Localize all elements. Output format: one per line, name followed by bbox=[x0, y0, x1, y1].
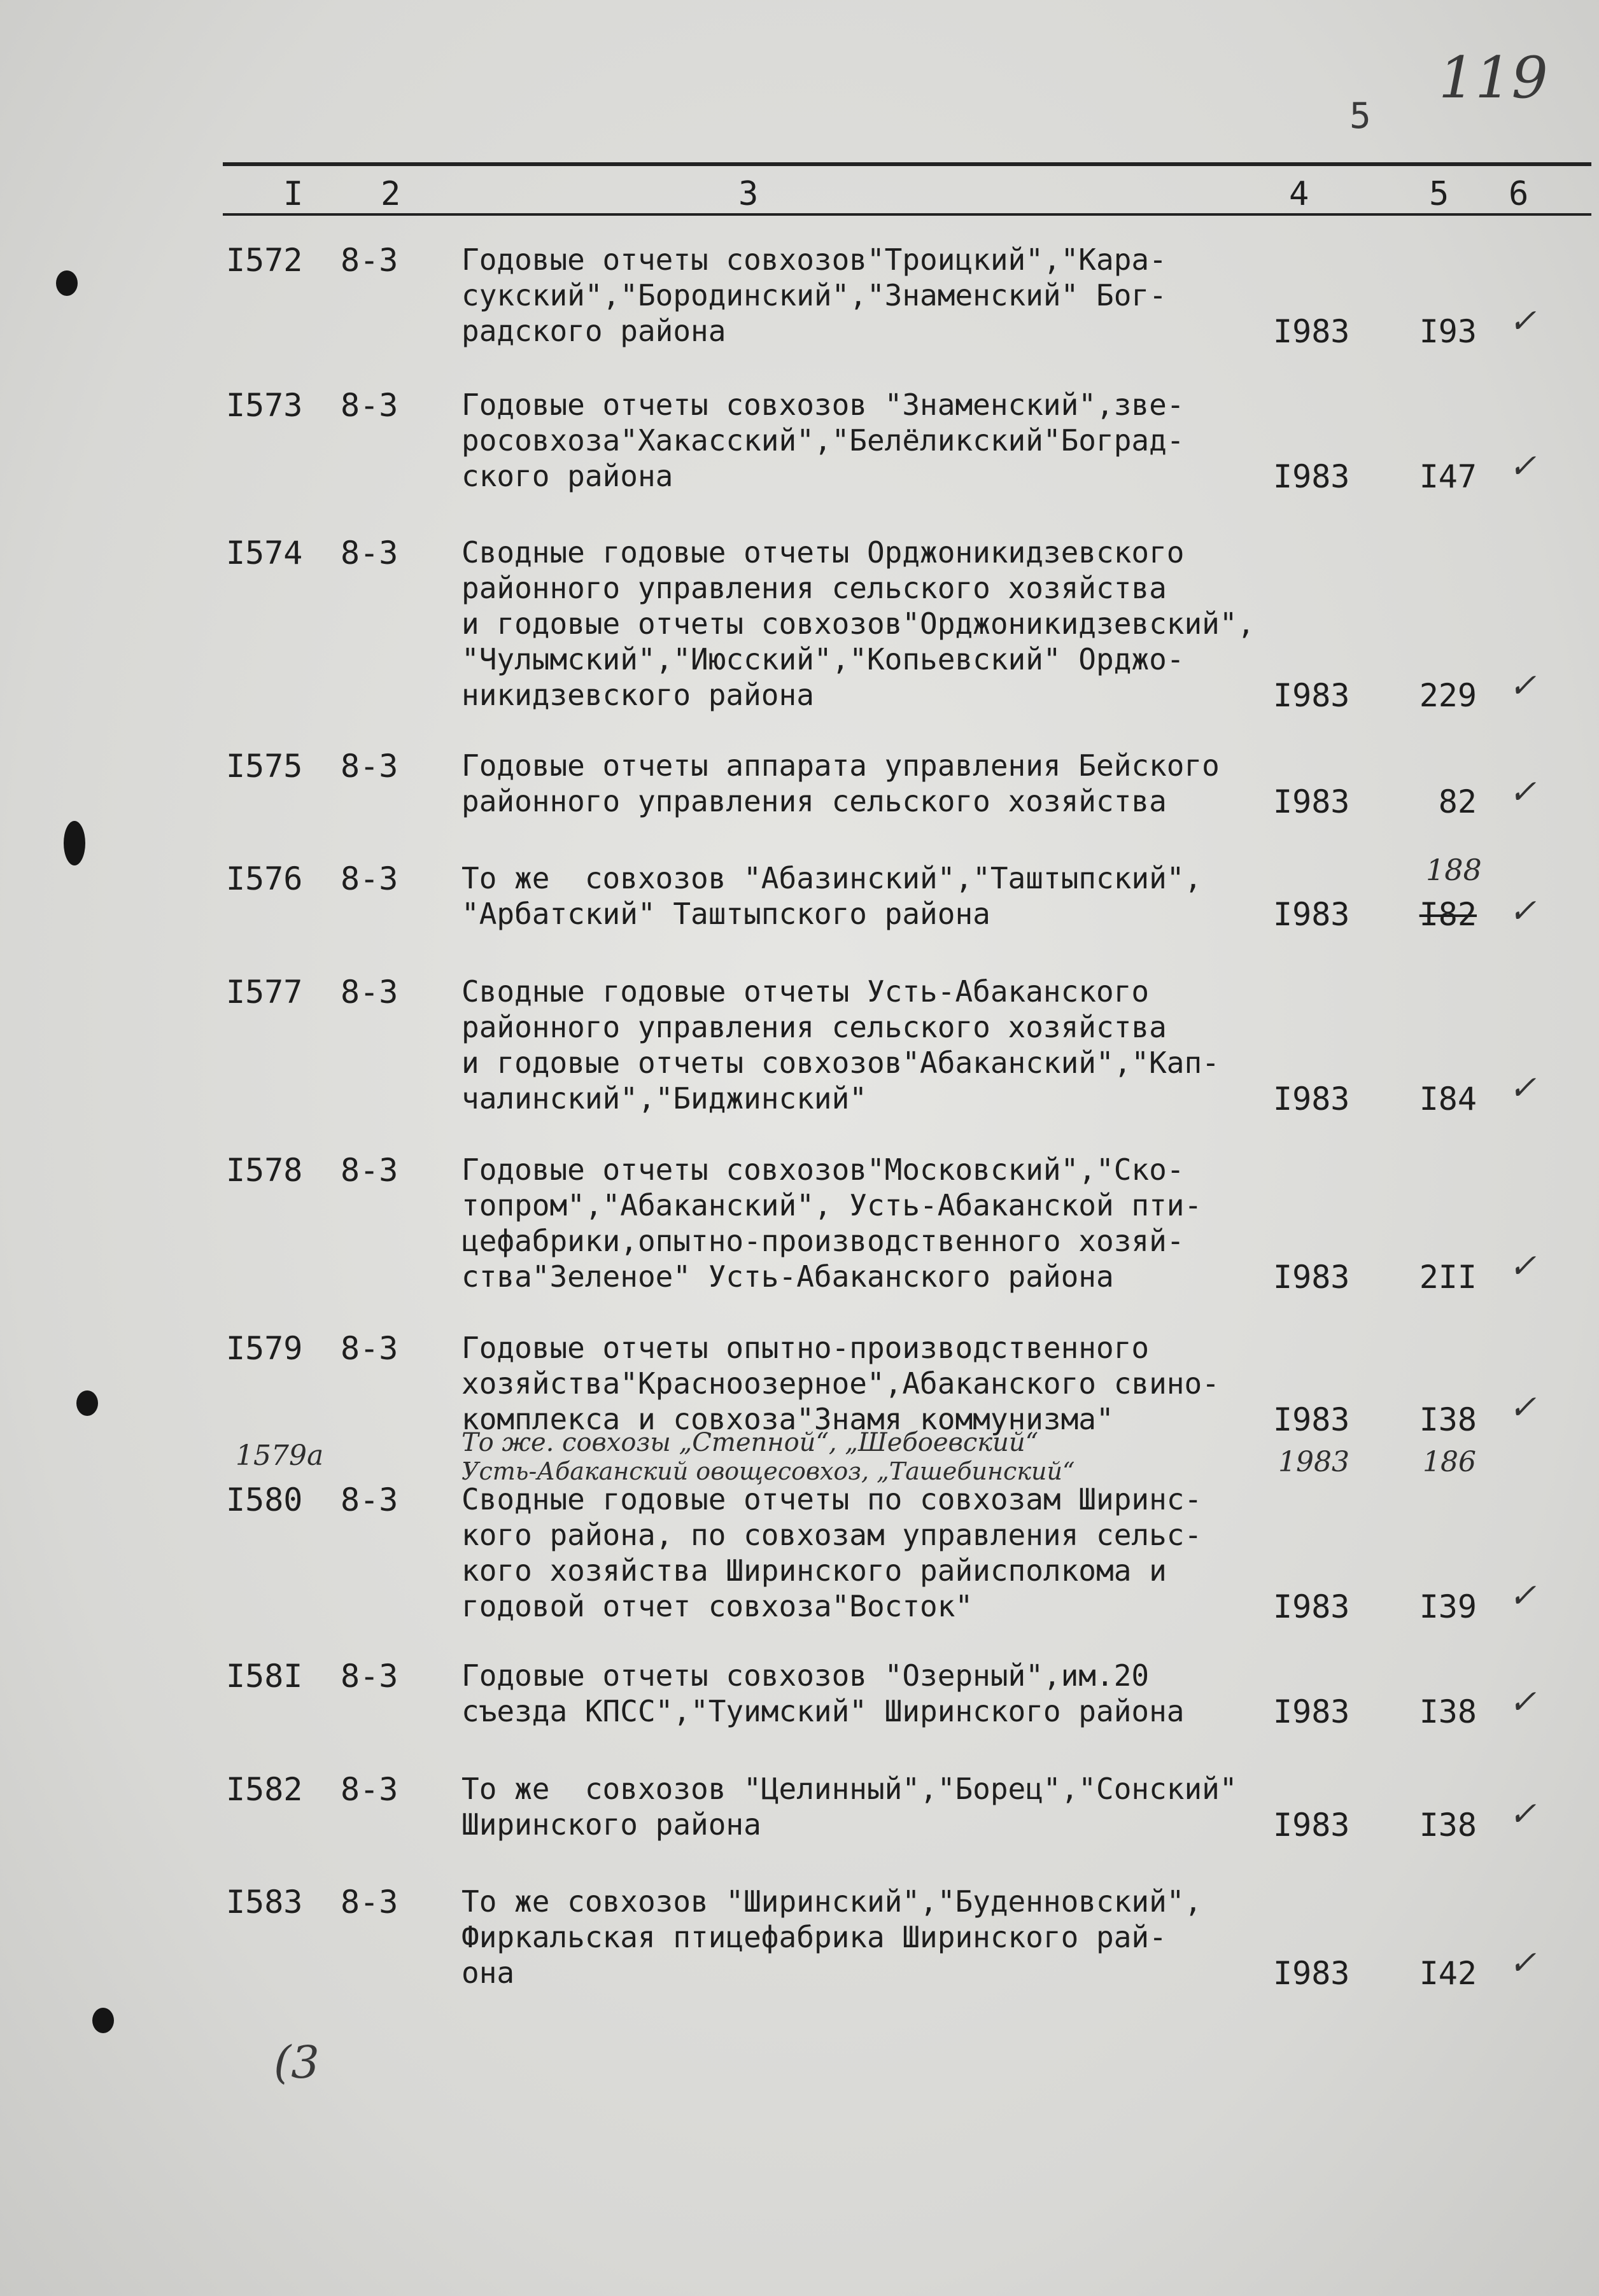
entry-number: I578 bbox=[226, 1152, 303, 1189]
entry-sheets: 82 bbox=[1438, 783, 1477, 820]
description-line: кого района, по совхозам управления сельс- bbox=[461, 1518, 1202, 1552]
description-line: и годовые отчеты совхозов"Абаканский","Кап- bbox=[461, 1046, 1220, 1080]
check-mark: ✓ bbox=[1509, 1944, 1537, 1982]
entry-sheets: I93 bbox=[1419, 313, 1477, 350]
entry-number: I575 bbox=[226, 748, 303, 785]
description-line: Сводные годовые отчеты Орджоникидзевского bbox=[461, 535, 1185, 570]
check-mark: ✓ bbox=[1509, 1683, 1537, 1721]
insert-line-2: Усть-Абаканский овощесовхоз, „Ташебинский“ bbox=[461, 1457, 1075, 1485]
column-header-1: I bbox=[283, 175, 304, 213]
entry-year: I983 bbox=[1273, 896, 1350, 933]
description-line: Сводные годовые отчеты Усть-Абаканского bbox=[461, 974, 1150, 1009]
description-line: никидзевского района bbox=[461, 678, 814, 712]
entry-description bbox=[461, 535, 1289, 713]
entry-code: 8-3 bbox=[341, 1330, 398, 1367]
page-number: 5 bbox=[1349, 95, 1371, 137]
description-line: хозяйства"Красноозерное",Абаканского свино- bbox=[461, 1366, 1220, 1401]
entry-sheets: I38 bbox=[1419, 1807, 1477, 1844]
check-mark: ✓ bbox=[1509, 1069, 1537, 1107]
entry-description bbox=[461, 974, 1289, 1116]
entry-number: I58I bbox=[226, 1658, 303, 1695]
entry-sheets: I39 bbox=[1419, 1588, 1477, 1625]
column-header-4: 4 bbox=[1289, 175, 1309, 213]
description-line: комплекса и совхоза"Знамя коммунизма" bbox=[461, 1402, 1114, 1436]
insert-sheets: 186 bbox=[1423, 1446, 1476, 1478]
entry-year: I983 bbox=[1273, 1955, 1350, 1992]
description-line: Годовые отчеты аппарата управления Бейского bbox=[461, 748, 1220, 783]
entry-year: I983 bbox=[1273, 313, 1350, 350]
description-line: и годовые отчеты совхозов"Орджоникидзевский", bbox=[461, 606, 1255, 641]
description-line: сукский","Бородинский","Знаменский" Бог- bbox=[461, 278, 1167, 312]
description-line: чалинский","Биджинский" bbox=[461, 1081, 867, 1116]
check-mark: ✓ bbox=[1509, 667, 1537, 705]
description-line: Годовые отчеты совхозов"Троицкий","Кара- bbox=[461, 242, 1167, 277]
entry-number: I577 bbox=[226, 974, 303, 1011]
description-line: Годовые отчеты опытно-производственного bbox=[461, 1331, 1150, 1365]
entry-sheets: I84 bbox=[1419, 1081, 1477, 1117]
description-line: она bbox=[461, 1956, 515, 1990]
entry-description bbox=[461, 748, 1289, 819]
entry-code: 8-3 bbox=[341, 387, 398, 424]
entry-description bbox=[461, 242, 1289, 349]
entry-sheets-corrected: 188 bbox=[1426, 853, 1482, 887]
description-line: радского района bbox=[461, 314, 726, 348]
entry-sheets: I38 bbox=[1419, 1693, 1477, 1730]
description-line: цефабрики,опытно-производственного хозяй- bbox=[461, 1224, 1185, 1258]
entry-code: 8-3 bbox=[341, 535, 398, 571]
punch-hole bbox=[76, 1390, 98, 1416]
description-line: ского района bbox=[461, 459, 673, 493]
check-mark: ✓ bbox=[1509, 1577, 1537, 1615]
bottom-handwritten-mark: (3 bbox=[274, 2036, 320, 2089]
entry-description bbox=[461, 1658, 1289, 1729]
check-mark: ✓ bbox=[1509, 1795, 1537, 1833]
entry-number: I576 bbox=[226, 860, 303, 897]
entry-year: I983 bbox=[1273, 1693, 1350, 1730]
check-mark: ✓ bbox=[1509, 302, 1537, 340]
entry-number: I574 bbox=[226, 535, 303, 571]
entry-number: I573 bbox=[226, 387, 303, 424]
folio-number: 119 bbox=[1439, 45, 1548, 111]
entry-year: I983 bbox=[1273, 458, 1350, 495]
insert-line-1: То же. совхозы „Степной“, „Шебоевский“ bbox=[461, 1428, 1039, 1457]
description-line: кого хозяйства Ширинского райисполкома и bbox=[461, 1553, 1167, 1588]
entry-sheets: I42 bbox=[1419, 1955, 1477, 1992]
entry-description bbox=[461, 860, 1289, 932]
entry-description bbox=[461, 1771, 1289, 1842]
check-mark: ✓ bbox=[1509, 892, 1537, 930]
entry-year: I983 bbox=[1273, 1081, 1350, 1117]
check-mark: ✓ bbox=[1509, 1247, 1537, 1285]
entry-sheets: I47 bbox=[1419, 458, 1477, 495]
entry-year: I983 bbox=[1273, 677, 1350, 714]
description-line: "Чулымский","Июсский","Копьевский" Орджо- bbox=[461, 642, 1185, 676]
punch-hole bbox=[56, 270, 78, 296]
entry-code: 8-3 bbox=[341, 860, 398, 897]
entry-description bbox=[461, 387, 1289, 494]
entry-code: 8-3 bbox=[341, 1771, 398, 1808]
entry-year: I983 bbox=[1273, 1401, 1350, 1438]
entry-code: 8-3 bbox=[341, 1481, 398, 1518]
description-line: Фиркальская птицефабрика Ширинского рай- bbox=[461, 1920, 1167, 1954]
column-header-3: 3 bbox=[738, 175, 759, 213]
description-line: съезда КПСС","Туимский" Ширинского района bbox=[461, 1694, 1185, 1728]
header-rule-top bbox=[223, 162, 1591, 166]
description-line: "Арбатский" Таштыпского района bbox=[461, 897, 990, 931]
entry-number: I572 bbox=[226, 242, 303, 279]
entry-year: I983 bbox=[1273, 1807, 1350, 1844]
check-mark: ✓ bbox=[1509, 1389, 1537, 1427]
header-rule-bottom bbox=[223, 213, 1591, 216]
description-line: ства"Зеленое" Усть-Абаканского района bbox=[461, 1259, 1114, 1294]
entry-code: 8-3 bbox=[341, 242, 398, 279]
description-line: Годовые отчеты совхозов "Озерный",им.20 bbox=[461, 1658, 1150, 1693]
description-line: топром","Абаканский", Усть-Абаканской пти- bbox=[461, 1188, 1202, 1222]
entry-year: I983 bbox=[1273, 1259, 1350, 1296]
entry-number: I582 bbox=[226, 1771, 303, 1808]
entry-number: I583 bbox=[226, 1884, 303, 1921]
description-line: То же совхозов "Целинный","Борец","Сонский" bbox=[461, 1772, 1237, 1806]
entry-year: I983 bbox=[1273, 1588, 1350, 1625]
description-line: районного управления сельского хозяйства bbox=[461, 784, 1167, 818]
insert-year: 1983 bbox=[1278, 1446, 1349, 1478]
description-line: То же совхозов "Абазинский","Таштыпский", bbox=[461, 861, 1202, 895]
entry-number: I580 bbox=[226, 1481, 303, 1518]
description-line: Годовые отчеты совхозов "Знаменский",зве- bbox=[461, 388, 1185, 422]
entry-code: 8-3 bbox=[341, 974, 398, 1011]
check-mark: ✓ bbox=[1509, 447, 1537, 486]
description-line: районного управления сельского хозяйства bbox=[461, 1010, 1167, 1044]
column-header-2: 2 bbox=[381, 175, 401, 213]
entry-year: I983 bbox=[1273, 783, 1350, 820]
description-line: Годовые отчеты совхозов"Московский","Ско- bbox=[461, 1152, 1185, 1187]
description-line: Ширинского района bbox=[461, 1807, 761, 1842]
entry-description bbox=[461, 1884, 1289, 1991]
insert-number: 1579а bbox=[236, 1439, 324, 1472]
description-line: То же совхозов "Ширинский","Буденновский", bbox=[461, 1884, 1202, 1919]
entry-sheets-struck: I82 bbox=[1419, 896, 1477, 933]
entry-sheets: I38 bbox=[1419, 1401, 1477, 1438]
entry-code: 8-3 bbox=[341, 1658, 398, 1695]
entry-sheets: 229 bbox=[1419, 677, 1477, 714]
entry-code: 8-3 bbox=[341, 748, 398, 785]
description-line: Сводные годовые отчеты по совхозам Ширинс- bbox=[461, 1482, 1202, 1516]
punch-hole bbox=[64, 821, 85, 865]
entry-description bbox=[461, 1152, 1289, 1294]
description-line: годовой отчет совхоза"Восток" bbox=[461, 1589, 973, 1623]
entry-code: 8-3 bbox=[341, 1152, 398, 1189]
entry-code: 8-3 bbox=[341, 1884, 398, 1921]
column-header-6: 6 bbox=[1509, 175, 1529, 213]
check-mark: ✓ bbox=[1509, 773, 1537, 811]
description-line: районного управления сельского хозяйства bbox=[461, 571, 1167, 605]
entry-number: I579 bbox=[226, 1330, 303, 1367]
punch-hole bbox=[92, 2008, 114, 2033]
entry-description bbox=[461, 1330, 1289, 1437]
column-header-5: 5 bbox=[1429, 175, 1449, 213]
description-line: росовхоза"Хакасский","Белёликский"Боград- bbox=[461, 423, 1185, 458]
entry-sheets: 2II bbox=[1419, 1259, 1477, 1296]
entry-description bbox=[461, 1481, 1289, 1624]
